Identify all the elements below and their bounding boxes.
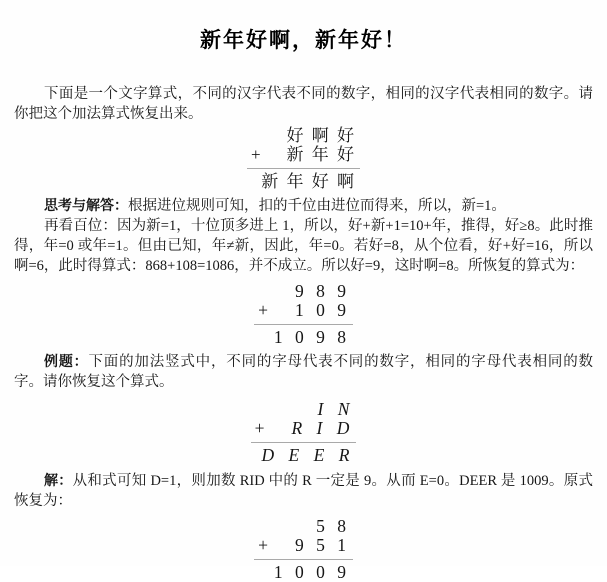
cjk-addend-2: 新 年 好 (286, 145, 355, 164)
example-label: 例题： (44, 354, 89, 370)
plus-operator: + (258, 300, 269, 320)
page-title: 新年好啊，新年好！ (200, 27, 407, 52)
letter-vertical-addition (251, 400, 357, 465)
solution-paragraph-1 (14, 196, 593, 216)
solution-paragraph-2 (14, 216, 593, 276)
letter-addend-2-row (251, 419, 357, 443)
cjk-addend-1: 好 啊 好 (286, 126, 355, 145)
solution-text-2: 再看百位：因为新=1，十位顶多进上 1，所以，好+新+1=10+年，推得，好≥8。此时推得，年=0 或年=1。但由已知，年≠新，因此，年=0。若好=8，从个位看，好+好=16，所以啊=6，此时得算式：868+108=1086，并不成立。所以好=9，这时啊=8。所恢复的算式为： (14, 218, 593, 274)
example-text: 下面的加法竖式中，不同的字母代表不同的数字，相同的字母代表相同的数字。请你恢复这个算式。 (14, 354, 594, 390)
cjk-sum-row: 新 年 好 啊 (261, 172, 355, 191)
solution-label: 思考与解答： (44, 198, 128, 214)
answer-label: 解： (44, 473, 73, 489)
intro-text: 下面是一个文字算式，不同的汉字代表不同的数字，相同的汉字代表相同的数字。请你把这个加法算式恢复出来。 (14, 86, 593, 122)
digit1-addend-1: 9 8 9 (294, 281, 347, 301)
letter-sum-row: D E E R (261, 445, 351, 465)
plus-operator: + (250, 145, 261, 164)
solution-text-1: 根据进位规则可知，扣的千位由进位而得来，所以，新=1。 (128, 198, 506, 214)
example-paragraph (14, 352, 593, 392)
digit-vertical-addition-2 (254, 517, 353, 582)
digit2-sum-row: 1 0 0 9 (273, 562, 347, 582)
digit1-addend-2-row (254, 301, 353, 325)
intro-paragraph (14, 84, 593, 124)
digit1-addend-2: 1 0 9 (294, 300, 347, 320)
plus-operator: + (254, 418, 266, 438)
digit2-addend-1: 5 8 (316, 516, 347, 536)
digit1-sum-row: 1 0 9 8 (273, 327, 347, 347)
cjk-vertical-addition (247, 126, 360, 191)
letter-addend-1: I N (317, 399, 351, 419)
answer-text: 从和式可知 D=1，则加数 RID 中的 R 一定是 9。从而 E=0。DEER 是 1009。原式恢复为： (14, 473, 594, 509)
digit2-addend-2-row (254, 536, 353, 560)
cjk-addend-2-row (247, 145, 360, 169)
answer-paragraph (14, 471, 593, 511)
digit2-addend-2: 9 5 1 (294, 535, 347, 555)
letter-addend-2: R I D (291, 418, 351, 438)
plus-operator: + (258, 535, 269, 555)
digit-vertical-addition-1 (254, 282, 353, 347)
